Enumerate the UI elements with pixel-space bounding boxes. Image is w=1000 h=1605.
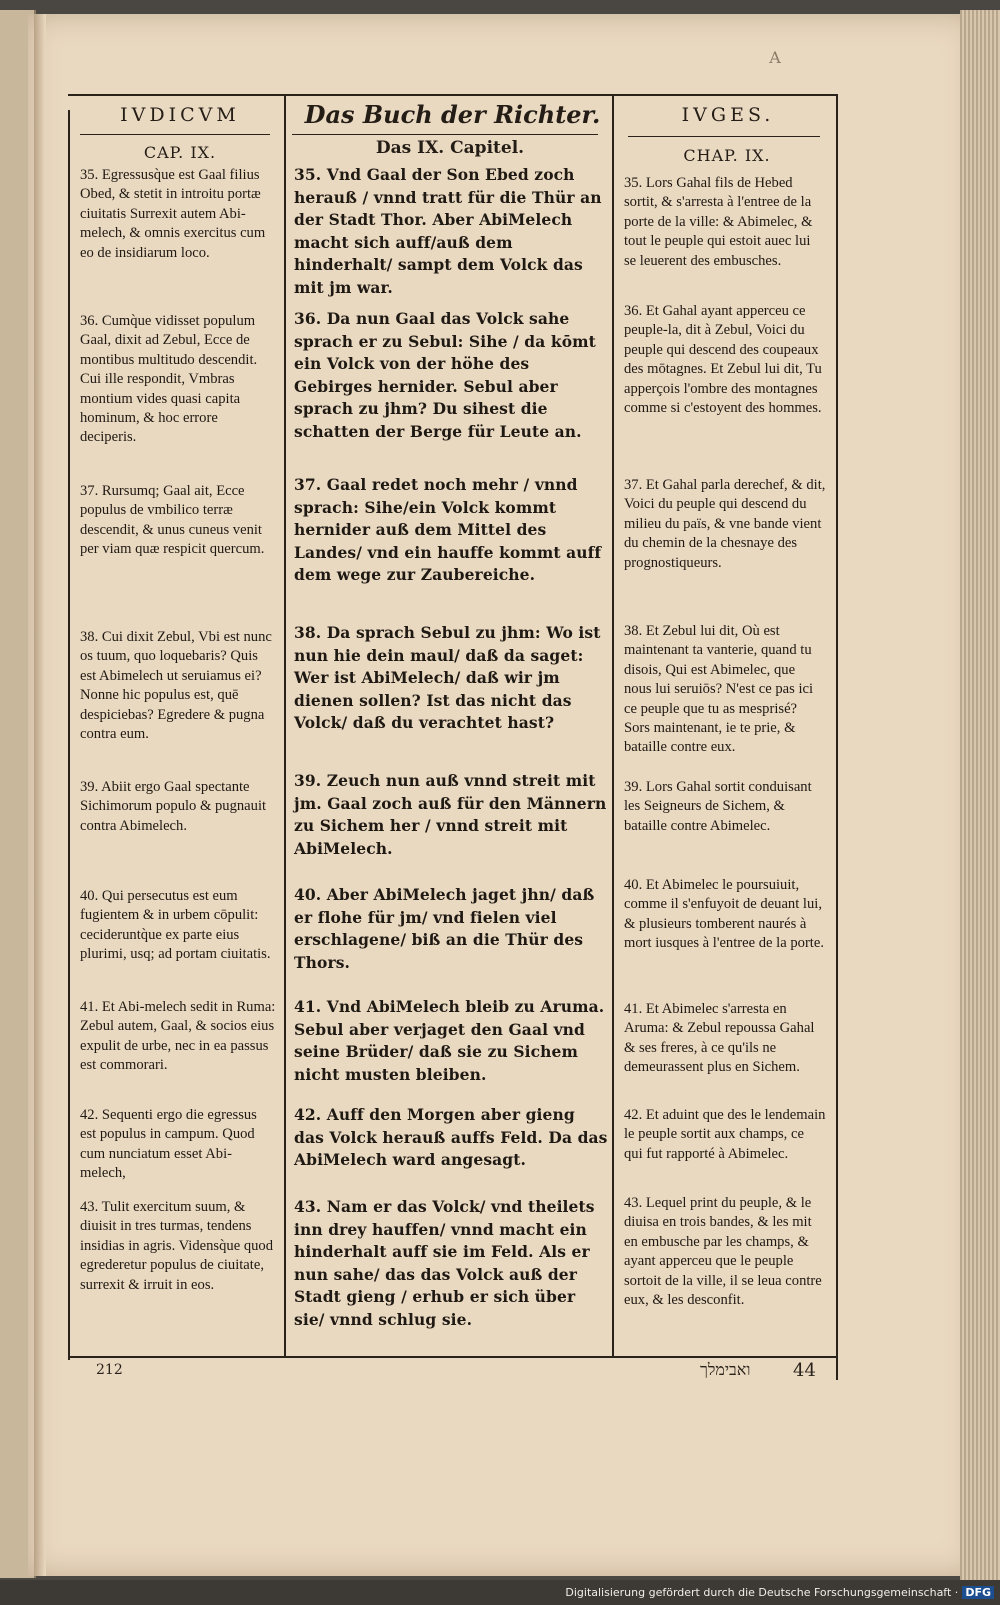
german-text-column [294, 0, 608, 1350]
latin-verse-42: 42. Sequenti ergo die egressus est populus in campum. Quod cum nunciatum esset Abi-melech, [80, 1107, 257, 1182]
german-verse-36: 36. Da nun Gaal das Volck sahe sprach er zu Sebul: Sihe / da kōmt ein Volck von der höhe des Gebirges hernider. Sebul aber sprach zu jhm? Du sihest die schatten der Berge für Leute an. [294, 309, 596, 441]
column-divider-2 [612, 96, 614, 1358]
latin-chapter-label: CAP. IX. [143, 143, 217, 162]
latin-column-header: IVDICVM [120, 104, 240, 126]
bottom-rule [68, 1356, 838, 1358]
german-column-header: Das Buch der Richter. [304, 100, 601, 129]
french-verse-36: 36. Et Gahal ayant apperceu ce peuple-la, dit à Zebul, Voici du peuple qui descend des coupeaux des mōtagnes. Et Zebul lui dit, Tu apperçois l'ombre des montagnes comme si c'estoyent des hommes. [624, 303, 822, 417]
german-verse-43: 43. Nam er das Volck/ vnd theilets inn drey hauffen/ vnnd macht ein hinderhalt auff sie im Feld. Als er nun sahe/ das das Volck auß der Stadt gieng / erhub er sich über sie/ vnnd schlug sie. [294, 1197, 595, 1329]
column-divider-1 [284, 96, 286, 1358]
hebrew-catchword: ואבימלך [700, 1360, 751, 1379]
french-verse-39: 39. Lors Gahal sortit conduisant les Seigneurs de Sichem, & bataille contre Abimelec. [624, 779, 812, 834]
french-verse-43: 43. Lequel print du peuple, & le diuisa en trois bandes, & les mit en embusche par les champs, & ayant apperceu que le peuple sortoit de la ville, il se leua contre eux, & les desconfit. [624, 1195, 822, 1309]
french-verse-40: 40. Et Abimelec le poursuiuit, comme il s'enfuyoit de deuant lui, & plusieurs tomberent naurés à mort iusques à l'entree de la porte. [624, 877, 824, 952]
left-border [68, 110, 70, 1360]
latin-verse-41: 41. Et Abi-melech sedit in Ruma: Zebul autem, Gaal, & socios eius expulit de urbe, nec in ea passus est commorari. [80, 999, 276, 1074]
right-border [836, 96, 838, 1380]
latin-verse-36: 36. Cumq̀ue vidisset populum Gaal, dixit ad Zebul, Ecce de montibus multitudo descendit. Cui ille respondit, Vmbras montium vides quasi capita hominum, & hoc errore deciperis. [80, 313, 258, 446]
corner-mark: A [769, 48, 781, 67]
german-verse-39: 39. Zeuch nun auß vnnd streit mit jm. Gaal zoch auß für den Männern zu Sichem her / vnnd streit mit AbiMelech. [294, 771, 607, 858]
dfg-logo: DFG [962, 1586, 994, 1599]
latin-verse-39: 39. Abiit ergo Gaal spectante Sichimorum populo & pugnauit contra Abimelech. [80, 779, 267, 834]
german-verse-42: 42. Auff den Morgen aber gieng das Volck herauß auffs Feld. Da das AbiMelech ward angesagt. [294, 1105, 608, 1170]
page-stack-edge [960, 10, 1000, 1580]
signature-number: 44 [793, 1360, 816, 1381]
french-verse-37: 37. Et Gahal parla derechef, & dit, Voici du peuple qui descend du milieu du païs, & vne bande vient du chemin de la chesnaye des prognostiqueurs. [624, 477, 826, 571]
german-verse-41: 41. Vnd AbiMelech bleib zu Aruma. Sebul aber verjaget den Gaal vnd seine Brüder/ daß sie zu Sichem nicht musten bleiben. [294, 997, 605, 1084]
page-number: 212 [96, 1362, 123, 1378]
german-verse-38: 38. Da sprach Sebul zu jhm: Wo ist nun hie dein maul/ daß da saget: Wer ist AbiMelech/ daß wir jm dienen sollen? Ist das nicht das Volck/ daß du verachtet hast? [294, 623, 601, 733]
latin-verse-35: 35. Egressusq̀ue est Gaal filius Obed, & stetit in introitu portæ ciuitatis Surrexit autem Abi-melech, & omnis exercitus cum eo de insidiarum loco. [80, 167, 266, 261]
german-verse-37: 37. Gaal redet noch mehr / vnnd sprach: Sihe/ein Volck kommt hernider auß dem Mittel des Landes/ vnd ein hauffe kommt auff dem wege zur Zaubereiche. [294, 475, 602, 585]
french-chapter-label: CHAP. IX. [683, 146, 771, 165]
french-verse-41: 41. Et Abimelec s'arresta en Aruma: & Zebul repoussa Gahal & ses freres, à ce qu'ils ne demeurassent plus en Sichem. [624, 1001, 815, 1076]
latin-verse-43: 43. Tulit exercitum suum, & diuisit in tres turmas, tendens insidias in agris. Vidensq̀ue quod egrederetur populus de ciuitate, surrexit & irruit in eos. [80, 1199, 274, 1293]
latin-verse-37: 37. Rursumq; Gaal ait, Ecce populus de vmbilico terræ descendit, & unus cuneus venit per viam quæ respicit quercum. [80, 483, 265, 558]
page-gutter [34, 14, 46, 1576]
german-verse-40: 40. Aber AbiMelech jaget jhn/ daß er flohe für jm/ vnd fielen viel erschlagene/ biß an die Thür des Thors. [294, 885, 595, 972]
german-chapter-label: Das IX. Capitel. [375, 138, 525, 158]
latin-verse-38: 38. Cui dixit Zebul, Vbi est nunc os tuum, quo loquebaris? Quis est Abimelech ut seruiamus ei? Nonne hic populus est, quē despiciebas? Egredere & pugna contra eum. [80, 629, 272, 743]
german-verse-35: 35. Vnd Gaal der Son Ebed zoch herauß / vnnd tratt für die Thür an der Stadt Thor. Aber AbiMelech macht sich auff/auß dem hinderhalt/ sampt dem Volck das mit jm war. [294, 165, 602, 297]
french-verse-35: 35. Lors Gahal fils de Hebed sortit, & s'arresta à l'entree de la porte de la ville: & Abimelec, & tout le peuple qui estoit auec lui se leuerent des embusches. [624, 175, 813, 269]
latin-verse-40: 40. Qui persecutus est eum fugientem & in urbem cōpulit: cecideruntq̀ue ex parte eius plurimi, usq; ad portam ciuitatis. [80, 888, 271, 963]
french-verse-38: 38. Et Zebul lui dit, Où est maintenant ta vanterie, quand tu disois, Qui est Abimelec, que nous lui seruiōs? N'est ce pas ici ce peuple que tu as mesprisé? Sors maintenant, ie te prie, & bataille contre eux. [624, 623, 814, 756]
french-verse-42: 42. Et aduint que des le lendemain le peuple sortit aux champs, ce qui fut rapporté à Abimelec. [624, 1107, 826, 1162]
french-text-column [624, 0, 826, 1350]
credit-text: Digitalisierung gefördert durch die Deutsche Forschungsgemeinschaft [565, 1586, 952, 1599]
latin-text-column [80, 0, 276, 1350]
digitization-credit: Digitalisierung gefördert durch die Deutsche Forschungsgemeinschaft · DFG [565, 1586, 994, 1599]
french-column-header: IVGES. [681, 104, 775, 126]
